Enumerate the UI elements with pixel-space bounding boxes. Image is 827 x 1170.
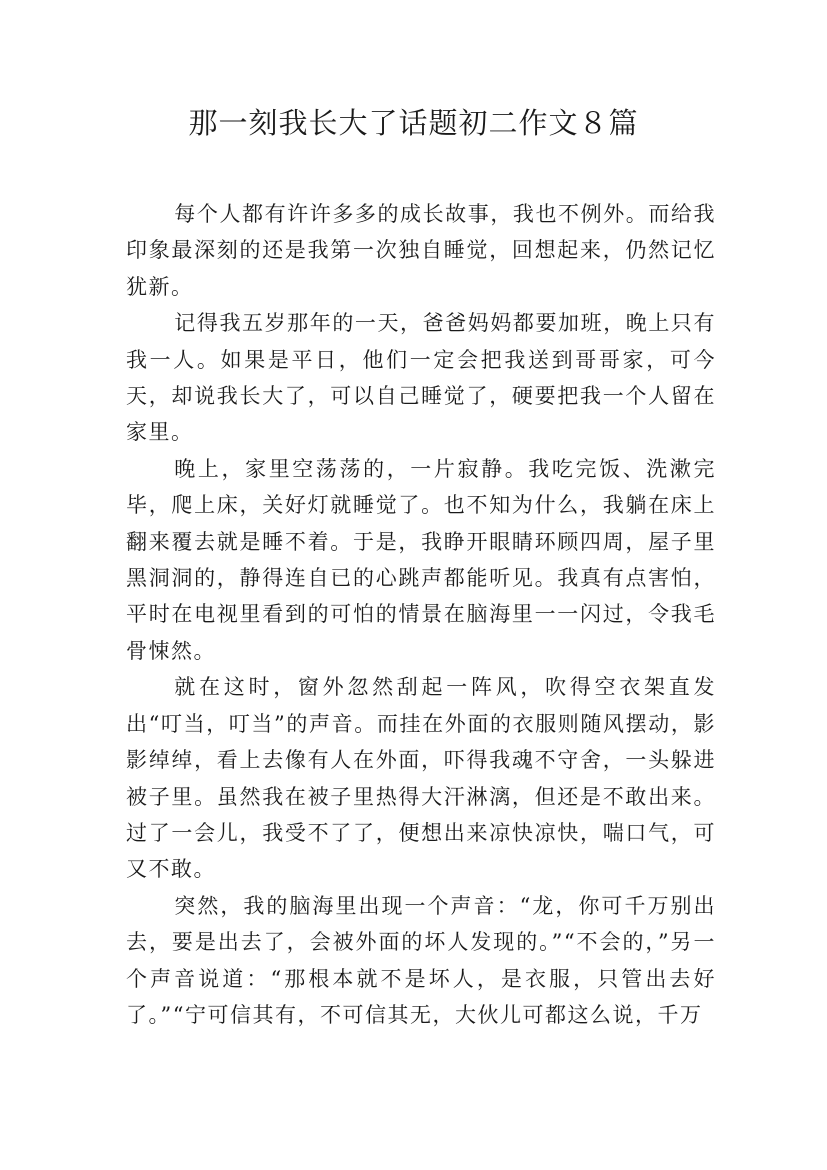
paragraph-2: 记得我五岁那年的一天，爸爸妈妈都要加班，晚上只有我一人。如果是平日，他们一定会把我送到哥哥家，可今天，却说我长大了，可以自己睡觉了，硬要把我一个人留在家里。 [126,311,716,445]
paragraph-4: 就在这时，窗外忽然刮起一阵风，吹得空衣架直发出“叮当，叮当”的声音。而挂在外面的衣服则随风摆动，影影绰绰，看上去像有人在外面，吓得我魂不守舍，一头躲进被子里。虽然我在被子里热得大汗淋漓，但还是不敢出来。过了一会儿，我受不了了，便想出来凉快凉快，喘口气，可又不敢。 [126,675,716,882]
paragraph-3: 晚上，家里空荡荡的，一片寂静。我吃完饭、洗漱完毕，爬上床，关好灯就睡觉了。也不知为什么，我躺在床上翻来覆去就是睡不着。于是，我睁开眼睛环顾四周，屋子里黑洞洞的，静得连自已的心跳声都能听见。我真有点害怕，平时在电视里看到的可怕的情景在脑海里一一闪过，令我毛骨悚然。 [126,456,716,663]
paragraph-5: 突然，我的脑海里出现一个声音：“龙，你可千万别出去，要是出去了，会被外面的坏人发现的。”“不会的，”另一个声音说道：“那根本就不是坏人，是衣服，只管出去好了。”“宁可信其有，不可信其无，大伙儿可都这么说，千万 [126,893,716,1027]
paragraph-1: 每个人都有许许多多的成长故事，我也不例外。而给我印象最深刻的还是我第一次独自睡觉，回想起来，仍然记忆犹新。 [126,202,716,299]
article-body [126,196,716,1033]
document-title: 那一刻我长大了话题初二作文８篇 [188,106,639,140]
